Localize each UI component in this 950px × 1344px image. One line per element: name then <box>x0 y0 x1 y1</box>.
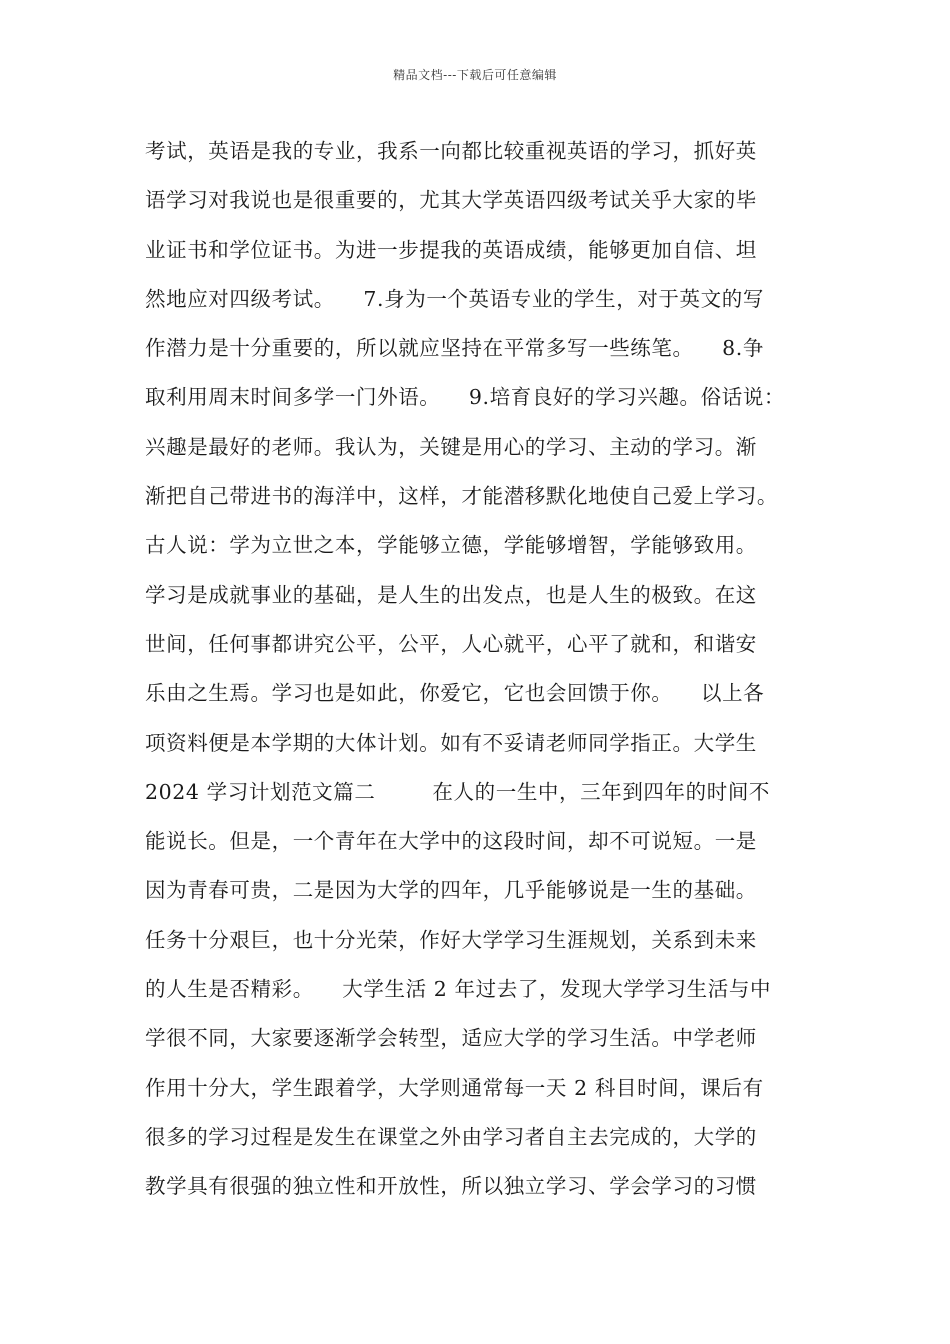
text-line: 学很不同，大家要逐渐学会转型，适应大学的学习生活。中学老师 <box>145 1026 757 1051</box>
text-line: 教学具有很强的独立性和开放性，所以独立学习、学会学习的习惯 <box>145 1174 757 1199</box>
text-line: 2024 学习计划范文篇二 在人的一生中，三年到四年的时间不 <box>145 779 771 804</box>
text-line: 因为青春可贵，二是因为大学的四年，几乎能够说是一生的基础。 <box>145 878 757 903</box>
text-line: 兴趣是最好的老师。我认为，关键是用心的学习、主动的学习。渐 <box>145 434 757 459</box>
text-line: 很多的学习过程是发生在课堂之外由学习者自主去完成的，大学的 <box>145 1124 757 1149</box>
text-line: 考试，英语是我的专业，我系一向都比较重视英语的学习，抓好英 <box>145 139 757 163</box>
text-line: 世间，任何事都讲究公平，公平，人心就平，心平了就和，和谐安 <box>145 631 757 656</box>
text-line: 的人生是否精彩。 大学生活 2 年过去了，发现大学学习生活与中 <box>145 977 772 1002</box>
text-line: 语学习对我说也是很重要的，尤其大学英语四级考试关乎大家的毕 <box>145 188 757 213</box>
text-line: 项资料便是本学期的大体计划。如有不妥请老师同学指正。大学生 <box>145 730 757 755</box>
text-line: 古人说：学为立世之本，学能够立德，学能够增智，学能够致用。 <box>145 533 757 558</box>
text-line: 业证书和学位证书。为进一步提我的英语成绩，能够更加自信、坦 <box>145 237 757 262</box>
text-line: 取利用周末时间多学一门外语。 9.培育良好的学习兴趣。俗话说： <box>145 385 786 410</box>
text-line: 任务十分艰巨，也十分光荣，作好大学学习生涯规划，关系到未来 <box>145 927 757 952</box>
body-text <box>145 134 845 1219</box>
text-line: 然地应对四级考试。 7.身为一个英语专业的学生，对于英文的写 <box>145 286 764 311</box>
text-line: 学习是成就事业的基础，是人生的出发点，也是人生的极致。在这 <box>145 582 757 607</box>
text-line: 渐把自己带进书的海洋中，这样，才能潜移默化地使自己爱上学习。 <box>145 484 778 509</box>
text-line: 乐由之生焉。学习也是如此，你爱它，它也会回馈于你。 以上各 <box>145 681 765 706</box>
text-line: 作潜力是十分重要的，所以就应坚持在平常多写一些练笔。 8.争 <box>145 336 764 361</box>
text-line: 作用十分大，学生跟着学，大学则通常每一天 2 科目时间，课后有 <box>145 1075 764 1100</box>
text-line: 能说长。但是，一个青年在大学中的这段时间，却不可说短。一是 <box>145 829 757 854</box>
page-header: 精品文档---下载后可任意编辑 <box>393 68 557 82</box>
